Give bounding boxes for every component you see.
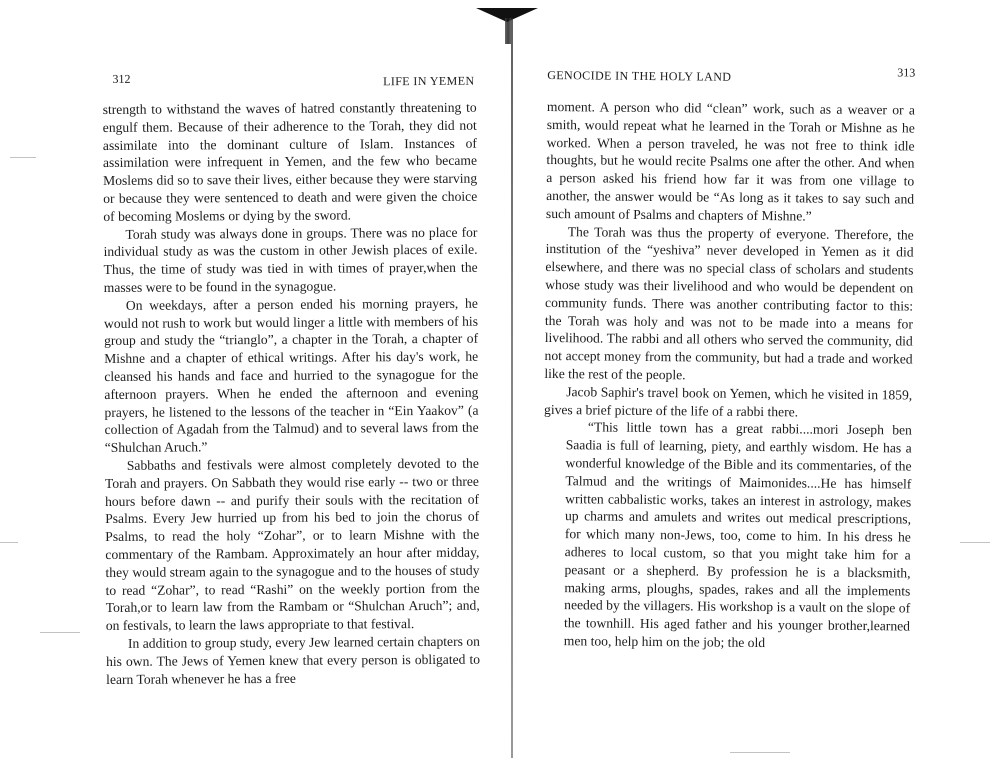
paragraph: strength to withstand the waves of hatred constantly threatening to engulf them. Because of their adherence to the Torah, they did not assimilate into the dominant culture of Islam. Instances of assimilation were infrequent in Yemen, and the few who became Moslems did so to save their lives, either because they were starving or because they were sentenced to death and were given the choice of becoming Moslems or dying by the sword. bbox=[102, 99, 478, 224]
running-head: GENOCIDE IN THE HOLY LAND bbox=[547, 67, 732, 84]
scan-speck bbox=[40, 632, 80, 633]
left-page-header bbox=[96, 60, 476, 89]
running-head: LIFE IN YEMEN bbox=[383, 73, 475, 89]
scan-speck bbox=[10, 157, 36, 158]
paragraph: Sabbaths and festivals were almost completely devoted to the Torah and prayers. On Sabbath they would rise early -- two or three hours before dawn -- and purify their souls with the recitation of Psalms. Every Jew hurried up from his bed to join the chorus of Psalms, to read the holy “Zohar”, or to learn Mishne with the commentary of the Rambam. Approximately an hour after midday, they would stream again to the synagogue and to the houses of study to read “Zohar”, to read “Rashi” on the weekly portion from the Torah,or to learn law from the Rambam or “Shulchan Aruch”; and, on festivals, to learn the laws appropriate to that festival. bbox=[104, 455, 480, 634]
left-page-body bbox=[103, 99, 481, 689]
book-gutter bbox=[511, 18, 513, 758]
paragraph: The Torah was thus the property of everyone. Therefore, the institution of the “yeshiva” never developed in Yemen as it did elsewhere, and there was no special class of scholars and students whose study was their livelihood and who would be dependent on community funds. There was another contributing factor to this: the Torah was holy and was not to be made into a means for livelihood. The rabbi and all others who served the community, did not accept money from the community, but had a trade and worked like the rest of the people. bbox=[544, 223, 914, 383]
page-number: 313 bbox=[897, 65, 916, 80]
right-page-header bbox=[547, 62, 915, 86]
paragraph: moment. A person who did “clean” work, such as a weaver or a smith, would repeat what he learned in the Torah or Mishne as he worked. When a person traveled, he was not free to think idle thoughts, but he would recite Psalms one after the other. And when a person asked his friend how far it was from one village to another, the answer would be “As long as it takes to say such and such amount of Psalms and chapters of Mishne.” bbox=[545, 98, 916, 224]
block-quote: “This little town has a great rabbi....mori Joseph ben Saadia is full of learning, piety, and earthly wisdom. He has a wonderful knowledge of the Bible and its commentaries, of the Talmud and the writings of Maimonides....He has himself written cabbalistic works, takes an interest in astrology, makes up charms and amulets and writes out medical prescriptions, for which many non-Jews, too, come to him. In his dress he adheres to local custom, so that you might take him for a peasant or a shepherd. By profession he is a blacksmith, making arms, ploughs, spades, rakes and all the implements needed by the villagers. His workshop is a vault on the slope of the townhill. His aged father and his younger brother,learned men too, help him on the job; the old bbox=[563, 419, 912, 651]
left-page bbox=[96, 0, 481, 775]
paragraph: In addition to group study, every Jew learned certain chapters on his own. The Jews of Yemen knew that every person is obligated to learn Torah whenever he has a free bbox=[105, 633, 481, 687]
paragraph: On weekdays, after a person ended his morning prayers, he would not rush to work but would linger a little with members of his group and study the “trianglo”, a chapter in the Torah, a chapter of Mishne and a chapter of ethical writings. After his day's work, he cleansed his hands and face and hurried to the synagogue for the afternoon prayers. When he ended the afternoon and evening prayers, he listened to the lessons of the teacher in “Ein Yaakov” (a collection of Agadah from the Talmud) and to several laws from the “Shulchan Aruch.” bbox=[103, 295, 479, 456]
scan-speck bbox=[0, 542, 18, 543]
paragraph: Jacob Saphir's travel book on Yemen, which he visited in 1859, gives a brief picture of the life of a rabbi there. bbox=[544, 383, 913, 419]
page-number: 312 bbox=[112, 71, 131, 86]
right-page bbox=[541, 0, 916, 778]
paragraph: Torah study was always done in groups. There was no place for individual study as was the custom in other Jewish places of exile. Thus, the time of study was tied in with times of prayer,when the masses were to be found in the synagogue. bbox=[103, 224, 478, 295]
scan-speck bbox=[960, 542, 990, 543]
right-page-body bbox=[542, 98, 915, 653]
